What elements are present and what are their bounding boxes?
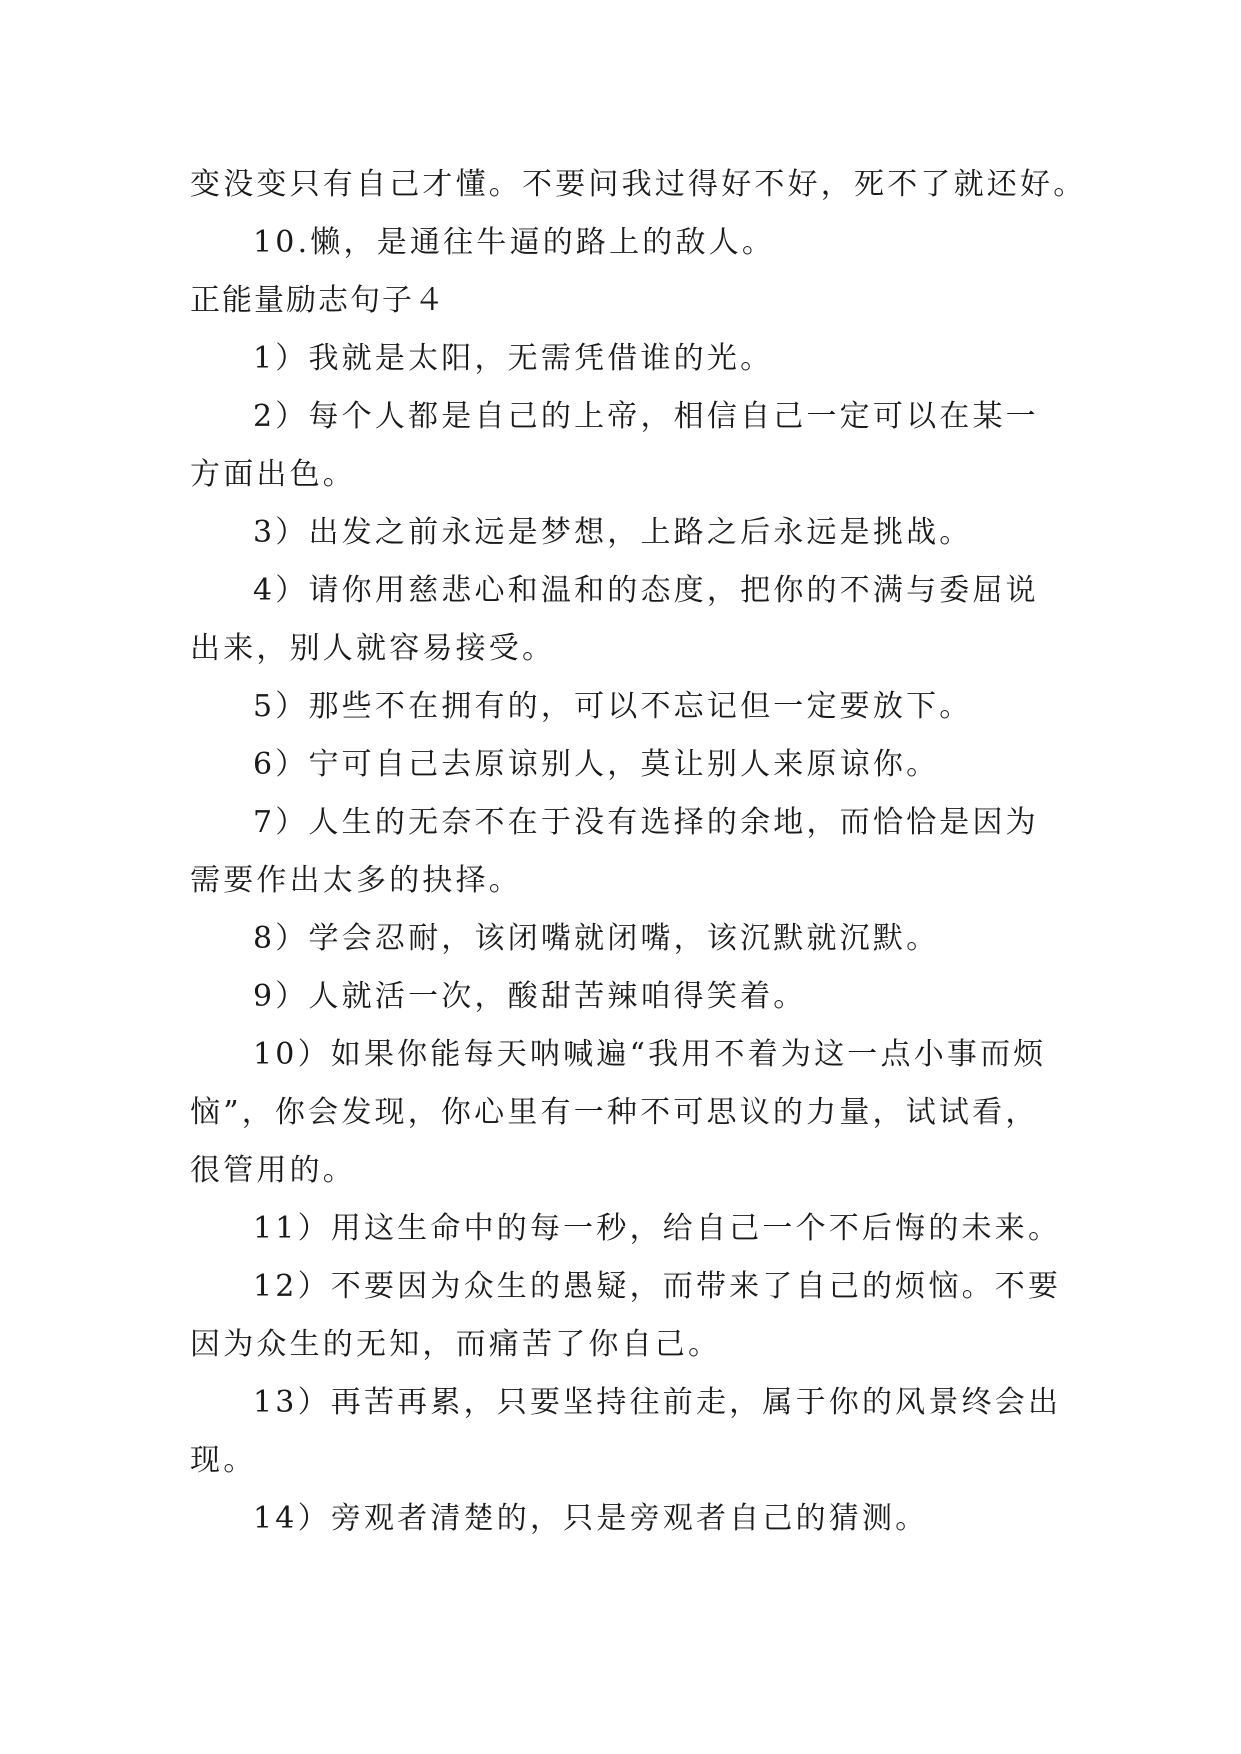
- list-item: 9）人就活一次，酸甜苦辣咱得笑着。: [253, 979, 807, 1014]
- list-item-continuation: 方面出色。: [190, 457, 356, 492]
- list-item: 10）如果你能每天呐喊遍“我用不着为这一点小事而烦: [253, 1037, 1047, 1072]
- list-item: 11）用这生命中的每一秒，给自己一个不后悔的未来。: [253, 1211, 1062, 1246]
- list-item: 7）人生的无奈不在于没有选择的余地，而恰恰是因为: [253, 805, 1039, 840]
- list-item: 4）请你用慈悲心和温和的态度，把你的不满与委屈说: [253, 573, 1039, 608]
- list-item: 13）再苦再累，只要坚持往前走，属于你的风景终会出: [253, 1385, 1062, 1420]
- list-item-continuation: 需要作出太多的抉择。: [190, 863, 522, 898]
- list-item: 5）那些不在拥有的，可以不忘记但一定要放下。: [253, 689, 973, 724]
- paragraph-line: 变没变只有自己才懂。不要问我过得好不好，死不了就还好。: [190, 167, 1087, 202]
- list-item: 6）宁可自己去原谅别人，莫让别人来原谅你。: [253, 747, 940, 782]
- list-item: 2）每个人都是自己的上帝，相信自己一定可以在某一: [253, 399, 1039, 434]
- list-item: 3）出发之前永远是梦想，上路之后永远是挑战。: [253, 515, 973, 550]
- list-item: 8）学会忍耐，该闭嘴就闭嘴，该沉默就沉默。: [253, 921, 940, 956]
- list-item-continuation: 恼”，你会发现，你心里有一种不可思议的力量，试试看，: [190, 1095, 1039, 1130]
- list-item: 14）旁观者清楚的，只是旁观者自己的猜测。: [253, 1501, 929, 1536]
- list-item: 1）我就是太阳，无需凭借谁的光。: [253, 341, 774, 376]
- paragraph-line: 10.懒，是通往牛逼的路上的敌人。: [253, 225, 776, 260]
- list-item-continuation: 现。: [190, 1443, 257, 1478]
- list-item-continuation: 出来，别人就容易接受。: [190, 631, 556, 666]
- list-item-continuation: 很管用的。: [190, 1153, 356, 1188]
- list-item-continuation: 因为众生的无知，而痛苦了你自己。: [190, 1327, 722, 1362]
- list-item: 12）不要因为众生的愚疑，而带来了自己的烦恼。不要: [253, 1269, 1062, 1304]
- section-heading: 正能量励志句子４: [190, 283, 446, 318]
